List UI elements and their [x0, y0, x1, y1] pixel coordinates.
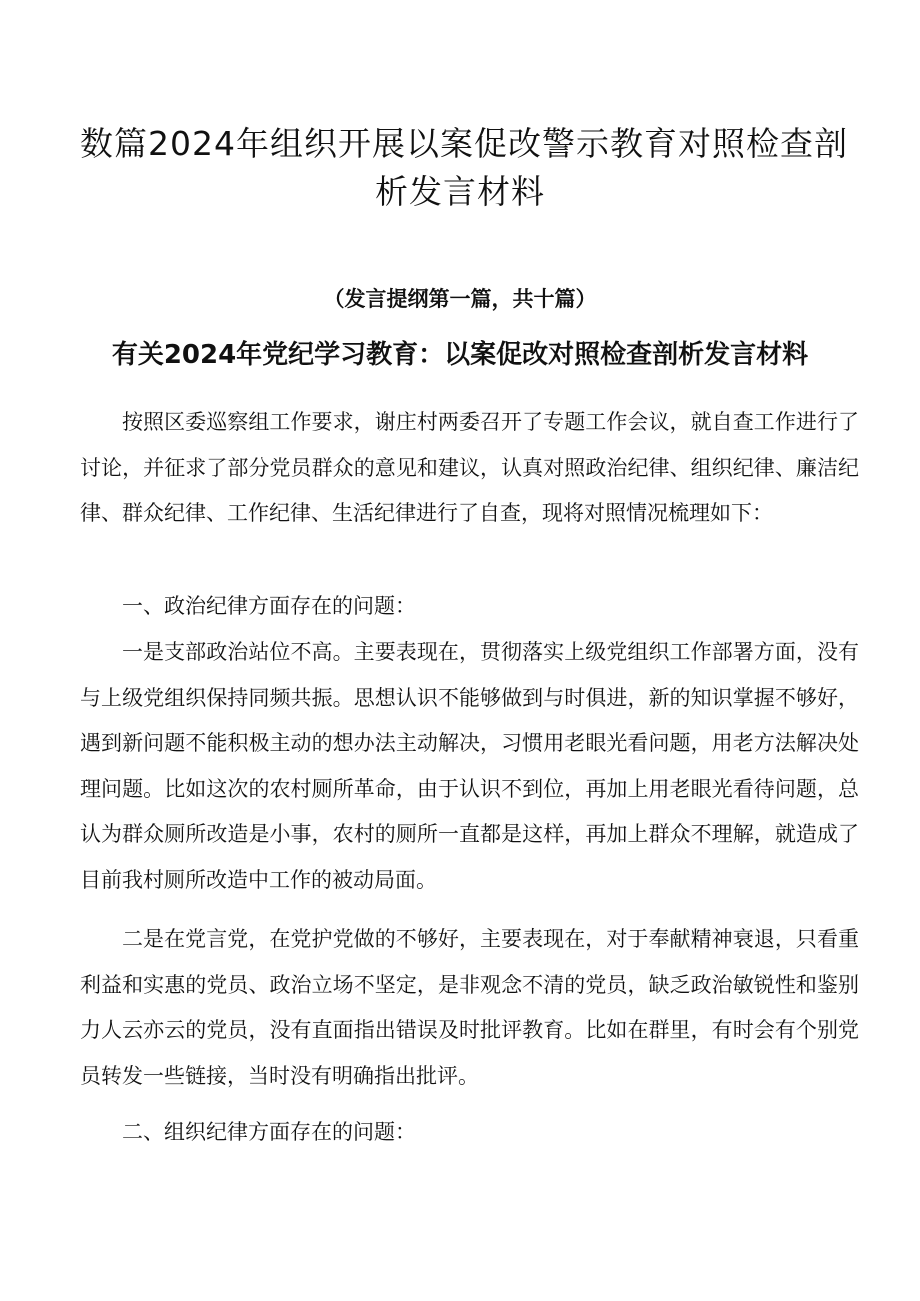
document-subtitle: （发言提纲第一篇，共十篇） [323, 286, 597, 311]
section-title: 有关2024年党纪学习教育：以案促改对照检查剖析发言材料 [111, 340, 809, 370]
heading-political-discipline: 一、政治纪律方面存在的问题： [122, 594, 416, 618]
intro-paragraph: 按照区委巡察组工作要求，谢庄村两委召开了专题工作会议，就自查工作进行了讨论，并征求了部分党员群众的意见和建议，认真对照政治纪律、组织纪律、廉洁纪律、群众纪律、工作纪律、生活纪律进行了自查，现将对照情况梳理如下： [80, 410, 859, 525]
point-2-paragraph: 二是在党言党，在党护党做的不够好，主要表现在，对于奉献精神衰退，只看重利益和实惠的党员、政治立场不坚定，是非观念不清的党员，缺乏政治敏锐性和鉴别力人云亦云的党员，没有直面指出错误及时批评教育。比如在群里，有时会有个别党员转发一些链接，当时没有明确指出批评。 [80, 927, 859, 1088]
heading-organizational-discipline: 二、组织纪律方面存在的问题： [122, 1120, 416, 1144]
document-title-line-2: 析发言材料 [375, 172, 545, 211]
point-1-paragraph: 一是支部政治站位不高。主要表现在，贯彻落实上级党组织工作部署方面，没有与上级党组织保持同频共振。思想认识不能够做到与时俱进，新的知识掌握不够好，遇到新问题不能积极主动的想办法主动解决，习惯用老眼光看问题，用老方法解决处理问题。比如这次的农村厕所革命，由于认识不到位，再加上用老眼光看待问题，总认为群众厕所改造是小事，农村的厕所一直都是这样，再加上群众不理解，就造成了目前我村厕所改造中工作的被动局面。 [80, 640, 859, 892]
document-title-line-1: 数篇2024年组织开展以案促改警示教育对照检查剖 [80, 124, 848, 163]
